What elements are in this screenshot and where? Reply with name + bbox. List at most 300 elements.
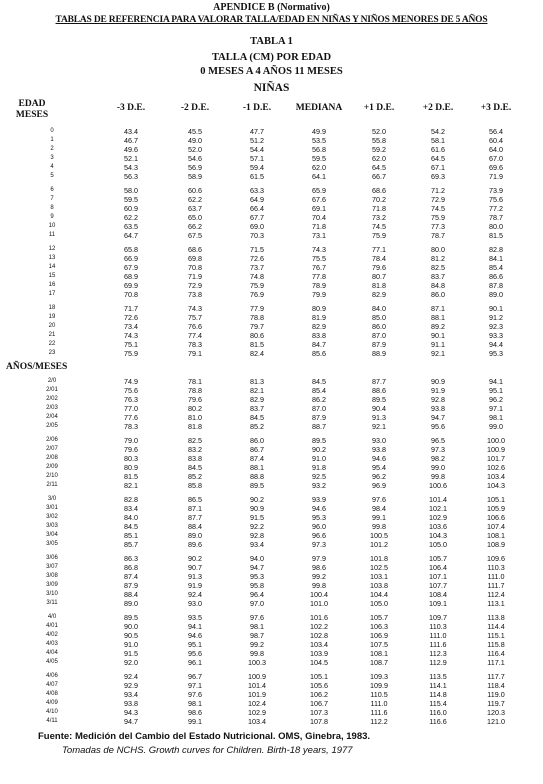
value-cell: 106.6 [487,513,505,522]
value-cell: 99.2 [312,572,326,581]
table-row [0,717,543,726]
value-cell: 98.1 [188,699,202,708]
value-cell: 98.1 [489,413,503,422]
value-cell: 80.0 [489,222,503,231]
value-cell: 98.6 [188,708,202,717]
value-cell: 103.4 [487,472,505,481]
value-cell: 105.0 [429,540,447,549]
value-cell: 77.4 [188,331,202,340]
age-cell: 4/06 [46,673,58,679]
table-row [0,127,543,136]
age-cell: 4/0 [47,614,57,620]
value-cell: 72.6 [250,254,264,263]
value-cell: 109.1 [429,599,447,608]
value-cell: 115.1 [487,631,505,640]
value-cell: 102.5 [370,563,388,572]
value-cell: 85.2 [250,422,264,431]
value-cell: 88.1 [431,313,445,322]
value-cell: 86.3 [124,554,138,563]
value-cell: 96.6 [312,531,326,540]
value-cell: 99.1 [372,513,386,522]
value-cell: 108.1 [487,531,505,540]
age-cell: 2/06 [46,437,58,443]
value-cell: 71.9 [188,272,202,281]
value-cell: 78.3 [188,340,202,349]
value-cell: 83.4 [124,504,138,513]
value-cell: 90.4 [372,404,386,413]
value-cell: 93.4 [250,540,264,549]
value-cell: 85.8 [188,481,202,490]
age-cell: 18 [48,305,56,311]
value-cell: 85.1 [124,531,138,540]
column-header-minus3: -3 D.E. [116,103,146,113]
value-cell: 111.0 [370,699,388,708]
value-cell: 114.1 [429,681,447,690]
value-cell: 80.2 [188,404,202,413]
value-cell: 116.4 [487,649,505,658]
value-cell: 85.6 [312,349,326,358]
value-cell: 82.1 [124,481,138,490]
value-cell: 94.1 [188,622,202,631]
table-row [0,231,543,240]
value-cell: 67.9 [124,263,138,272]
value-cell: 78.1 [188,377,202,386]
value-cell: 108.1 [370,649,388,658]
value-cell: 91.8 [312,463,326,472]
value-cell: 97.1 [188,681,202,690]
value-cell: 102.2 [310,622,328,631]
value-cell: 77.9 [250,304,264,313]
value-cell: 89.5 [250,481,264,490]
age-cell: 4/09 [46,700,58,706]
age-cell: 4/05 [46,659,58,665]
value-cell: 103.1 [370,572,388,581]
column-header-median: MEDIANA [295,103,343,113]
value-cell: 95.1 [489,386,503,395]
table-row [0,313,543,322]
value-cell: 73.1 [312,231,326,240]
value-cell: 111.6 [370,708,388,717]
value-cell: 107.4 [487,522,505,531]
value-cell: 68.6 [188,245,202,254]
value-cell: 76.9 [250,290,264,299]
value-cell: 58.9 [188,172,202,181]
value-cell: 62.2 [124,213,138,222]
value-cell: 93.0 [372,436,386,445]
value-cell: 94.7 [431,413,445,422]
value-cell: 63.3 [250,186,264,195]
edad-column-header: EDAD MESES [15,99,49,120]
value-cell: 90.2 [188,554,202,563]
value-cell: 94.6 [372,454,386,463]
age-cell: 3/05 [46,541,58,547]
table-row [0,522,543,531]
value-cell: 88.4 [188,522,202,531]
value-cell: 82.8 [124,495,138,504]
value-cell: 85.4 [489,263,503,272]
value-cell: 89.0 [124,599,138,608]
value-cell: 107.3 [310,708,328,717]
table-row [0,172,543,181]
value-cell: 107.5 [370,640,388,649]
value-cell: 101.0 [310,599,328,608]
value-cell: 115.4 [429,699,447,708]
value-cell: 87.9 [372,340,386,349]
value-cell: 92.3 [489,322,503,331]
value-cell: 90.7 [188,563,202,572]
table-row [0,304,543,313]
value-cell: 98.2 [431,454,445,463]
value-cell: 69.8 [188,254,202,263]
value-cell: 95.6 [188,649,202,658]
value-cell: 77.3 [431,222,445,231]
age-cell: 4/10 [46,709,58,715]
value-cell: 96.2 [489,395,503,404]
value-cell: 82.1 [250,386,264,395]
value-cell: 91.5 [124,649,138,658]
column-header-minus1: -1 D.E. [242,103,272,113]
value-cell: 93.8 [124,699,138,708]
value-cell: 99.2 [250,640,264,649]
table-row [0,386,543,395]
value-cell: 111.7 [487,581,505,590]
value-cell: 98.7 [250,631,264,640]
table-row [0,422,543,431]
value-cell: 75.9 [124,349,138,358]
value-cell: 62.0 [312,163,326,172]
value-cell: 100.9 [248,672,266,681]
value-cell: 66.2 [188,222,202,231]
table-row [0,204,543,213]
age-cell: 2/0 [47,378,57,384]
value-cell: 61.6 [431,145,445,154]
value-cell: 74.5 [431,204,445,213]
value-cell: 78.4 [372,254,386,263]
age-cell: 8 [50,205,54,211]
value-cell: 103.4 [248,717,266,726]
value-cell: 81.8 [188,422,202,431]
value-cell: 82.9 [312,322,326,331]
value-cell: 94.4 [489,340,503,349]
value-cell: 75.7 [188,313,202,322]
value-cell: 108.9 [487,540,505,549]
value-cell: 79.1 [188,349,202,358]
value-cell: 64.9 [250,195,264,204]
value-cell: 67.5 [188,231,202,240]
value-cell: 78.7 [431,231,445,240]
age-cell: 4/02 [46,632,58,638]
value-cell: 109.9 [370,681,388,690]
value-cell: 103.4 [310,640,328,649]
value-cell: 86.5 [188,495,202,504]
table-row [0,245,543,254]
value-cell: 119.0 [487,690,505,699]
age-cell: 1 [50,137,54,143]
value-cell: 79.6 [124,445,138,454]
value-cell: 52.1 [124,154,138,163]
value-cell: 94.6 [188,631,202,640]
value-cell: 86.7 [250,445,264,454]
value-cell: 90.9 [431,377,445,386]
table-row [0,445,543,454]
value-cell: 59.4 [250,163,264,172]
value-cell: 105.7 [370,613,388,622]
value-cell: 63.7 [188,204,202,213]
value-cell: 91.9 [188,581,202,590]
value-cell: 76.6 [188,322,202,331]
table-row [0,649,543,658]
table-row [0,290,543,299]
value-cell: 103.6 [429,522,447,531]
table-row [0,658,543,667]
value-cell: 71.8 [312,222,326,231]
value-cell: 80.7 [372,272,386,281]
value-cell: 79.7 [250,322,264,331]
column-header-plus2: +2 D.E. [422,103,454,113]
value-cell: 68.9 [124,272,138,281]
value-cell: 76.3 [124,395,138,404]
source-note: Fuente: Medición del Cambio del Estado Nutricional. OMS, Ginebra, 1983. [38,731,371,742]
value-cell: 75.9 [431,213,445,222]
value-cell: 52.0 [188,145,202,154]
value-cell: 71.7 [124,304,138,313]
value-cell: 60.4 [489,136,503,145]
age-cell: 2/04 [46,414,58,420]
age-cell: 3/01 [46,505,58,511]
table-row [0,699,543,708]
value-cell: 79.6 [372,263,386,272]
table-row [0,481,543,490]
value-cell: 85.4 [312,386,326,395]
value-cell: 101.4 [429,495,447,504]
age-cell: 2/01 [46,387,58,393]
value-cell: 64.7 [124,231,138,240]
value-cell: 54.2 [431,127,445,136]
value-cell: 90.1 [431,331,445,340]
age-cell: 4/01 [46,623,58,629]
value-cell: 88.7 [312,422,326,431]
value-cell: 91.1 [431,340,445,349]
value-cell: 92.8 [250,531,264,540]
value-cell: 91.9 [431,386,445,395]
value-cell: 72.9 [188,281,202,290]
value-cell: 98.1 [250,622,264,631]
table-row [0,495,543,504]
value-cell: 100.6 [429,481,447,490]
value-cell: 81.3 [250,377,264,386]
table-row [0,331,543,340]
age-cell: 7 [50,196,54,202]
value-cell: 83.8 [188,454,202,463]
value-cell: 60.9 [124,204,138,213]
table-row [0,690,543,699]
value-cell: 49.9 [312,127,326,136]
value-cell: 108.4 [429,590,447,599]
value-cell: 90.2 [312,445,326,454]
value-cell: 92.1 [431,349,445,358]
value-cell: 101.6 [310,613,328,622]
table-row [0,672,543,681]
table-row [0,554,543,563]
value-cell: 73.7 [250,263,264,272]
value-cell: 102.6 [487,463,505,472]
value-cell: 59.2 [372,145,386,154]
table-row [0,163,543,172]
value-cell: 63.5 [124,222,138,231]
value-cell: 101.7 [487,454,505,463]
value-cell: 105.0 [370,599,388,608]
value-cell: 78.3 [124,422,138,431]
value-cell: 107.8 [310,717,328,726]
age-cell: 2/02 [46,396,58,402]
value-cell: 84.5 [312,377,326,386]
value-cell: 103.8 [370,581,388,590]
value-cell: 70.2 [372,195,386,204]
table-row [0,631,543,640]
column-header-plus3: +3 D.E. [480,103,512,113]
age-cell: 19 [48,314,56,320]
age-cell: 3/08 [46,573,58,579]
value-cell: 74.3 [188,304,202,313]
value-cell: 87.1 [188,504,202,513]
value-cell: 90.9 [250,504,264,513]
table-row [0,254,543,263]
value-cell: 102.8 [310,631,328,640]
value-cell: 96.0 [312,522,326,531]
value-cell: 67.1 [431,163,445,172]
value-cell: 93.0 [188,599,202,608]
value-cell: 95.3 [312,513,326,522]
value-cell: 99.0 [489,422,503,431]
age-cell: 4/08 [46,691,58,697]
age-cell: 14 [48,264,56,270]
value-cell: 100.4 [310,590,328,599]
value-cell: 118.4 [487,681,505,690]
table-row [0,272,543,281]
value-cell: 87.8 [489,281,503,290]
value-cell: 83.8 [312,331,326,340]
value-cell: 104.3 [487,481,505,490]
value-cell: 51.2 [250,136,264,145]
age-cell: 2 [50,146,54,152]
value-cell: 65.8 [124,245,138,254]
value-cell: 87.0 [372,331,386,340]
value-cell: 72.6 [124,313,138,322]
value-cell: 74.3 [124,331,138,340]
value-cell: 58.1 [431,136,445,145]
value-cell: 91.3 [372,413,386,422]
value-cell: 90.5 [124,631,138,640]
value-cell: 88.4 [124,590,138,599]
table-row [0,599,543,608]
table-row [0,322,543,331]
value-cell: 102.9 [429,513,447,522]
value-cell: 81.5 [250,340,264,349]
value-cell: 73.9 [489,186,503,195]
value-cell: 87.9 [312,413,326,422]
value-cell: 115.8 [487,640,505,649]
value-cell: 75.6 [489,195,503,204]
value-cell: 76.7 [312,263,326,272]
value-cell: 75.5 [312,254,326,263]
age-cell: 4/03 [46,641,58,647]
value-cell: 86.6 [489,272,503,281]
value-cell: 70.4 [312,213,326,222]
value-cell: 46.7 [124,136,138,145]
value-cell: 93.9 [312,495,326,504]
value-cell: 65.9 [312,186,326,195]
age-cell: 3/09 [46,582,58,588]
value-cell: 85.2 [188,472,202,481]
value-cell: 62.2 [188,195,202,204]
value-cell: 66.4 [250,204,264,213]
value-cell: 73.2 [372,213,386,222]
value-cell: 107.7 [429,581,447,590]
table-row [0,708,543,717]
table-row [0,436,543,445]
value-cell: 66.7 [372,172,386,181]
value-cell: 90.1 [489,304,503,313]
appendix-heading: APENDICE B (Normativo) [213,2,330,13]
age-cell: 3/0 [47,496,57,502]
value-cell: 49.6 [124,145,138,154]
value-cell: 96.1 [188,658,202,667]
value-cell: 91.2 [489,313,503,322]
value-cell: 64.5 [431,154,445,163]
table-row [0,463,543,472]
age-cell: 3 [50,155,54,161]
value-cell: 87.4 [250,454,264,463]
value-cell: 98.4 [372,504,386,513]
value-cell: 98.6 [312,563,326,572]
value-cell: 97.6 [250,613,264,622]
value-cell: 87.7 [188,513,202,522]
value-cell: 106.4 [429,563,447,572]
value-cell: 82.4 [250,349,264,358]
value-cell: 101.8 [370,554,388,563]
value-cell: 75.9 [250,281,264,290]
value-cell: 105.1 [310,672,328,681]
table-row [0,213,543,222]
value-cell: 111.6 [429,640,447,649]
group-heading: NIÑAS [253,82,290,94]
age-cell: 2/07 [46,446,58,452]
age-cell: 2/08 [46,455,58,461]
table-row [0,349,543,358]
value-cell: 66.9 [124,254,138,263]
value-cell: 97.3 [312,540,326,549]
value-cell: 64.0 [489,145,503,154]
value-cell: 86.8 [124,563,138,572]
value-cell: 102.4 [248,699,266,708]
value-cell: 88.6 [372,386,386,395]
value-cell: 83.7 [431,272,445,281]
table-row [0,504,543,513]
value-cell: 75.9 [372,231,386,240]
value-cell: 91.5 [250,513,264,522]
table-row [0,513,543,522]
table-row [0,154,543,163]
value-cell: 74.5 [372,222,386,231]
value-cell: 99.1 [188,717,202,726]
value-cell: 94.6 [312,504,326,513]
value-cell: 89.6 [188,540,202,549]
table-row [0,613,543,622]
value-cell: 94.3 [124,708,138,717]
value-cell: 102.1 [429,504,447,513]
value-cell: 112.3 [429,649,447,658]
value-cell: 89.0 [489,290,503,299]
